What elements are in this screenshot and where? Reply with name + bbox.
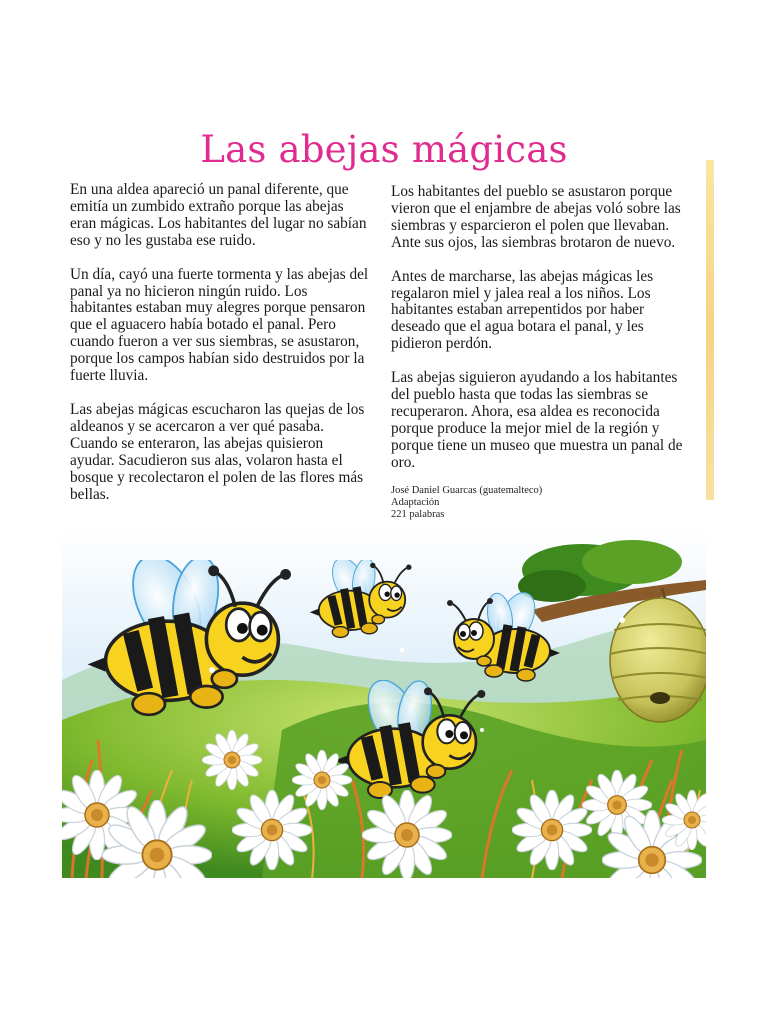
author-credit — [391, 485, 696, 521]
paragraph: Un día, cayó una fuerte tormenta y las abejas del panal ya no hicieron ningún ruido. Los habitantes estaban muy alegres porque pensaron que el aguacero había botado el panal. Pero cuando fueron a ver sus siembras, se asustaron, porque los campos habían sido destruidos por la fuerte lluvia. — [70, 265, 369, 385]
edge-decoration — [706, 160, 714, 500]
page-title: Las abejas mágicas — [200, 128, 568, 171]
paragraph: Las abejas siguieron ayudando a los habitantes del pueblo hasta que todas las siembras se recuperaron. Ahora, esa aldea es reconocida porque produce la mejor miel de la región y porque tiene un museo que muestra un panal de oro. — [391, 369, 683, 471]
story-illustration — [62, 530, 706, 878]
adaptation-label: Adaptación — [391, 496, 440, 508]
word-count: 221 palabras — [391, 508, 445, 520]
paragraph: En una aldea apareció un panal diferente, que emitía un zumbido extraño porque las abejas eran mágicas. Los habitantes del lugar no sabían eso y no les gustaba ese ruido. — [70, 181, 367, 249]
author-name: José Daniel Guarcas (guatemalteco) — [391, 484, 543, 496]
right-column — [391, 184, 696, 521]
paragraph: Las abejas mágicas escucharon las quejas de los aldeanos y se acercaron a ver qué pasaba. Cuando se enteraron, las abejas quisieron ayudar. Sacudieron sus alas, volaron hasta el bosque y recolectaron el polen de las flores más bellas. — [70, 400, 365, 503]
left-column — [70, 182, 370, 520]
paragraph: Los habitantes del pueblo se asustaron porque vieron que el enjambre de abejas voló sobre las siembras y esparcieron el polen que llevaban. Ante sus ojos, las siembras brotaron de nuevo. — [391, 183, 681, 251]
paragraph: Antes de marcharse, las abejas mágicas les regalaron miel y jalea real a los niños. Los habitantes estaban arrepentidos por haber deseado que el agua botara el panal, y les pidieron perdón. — [391, 267, 654, 353]
